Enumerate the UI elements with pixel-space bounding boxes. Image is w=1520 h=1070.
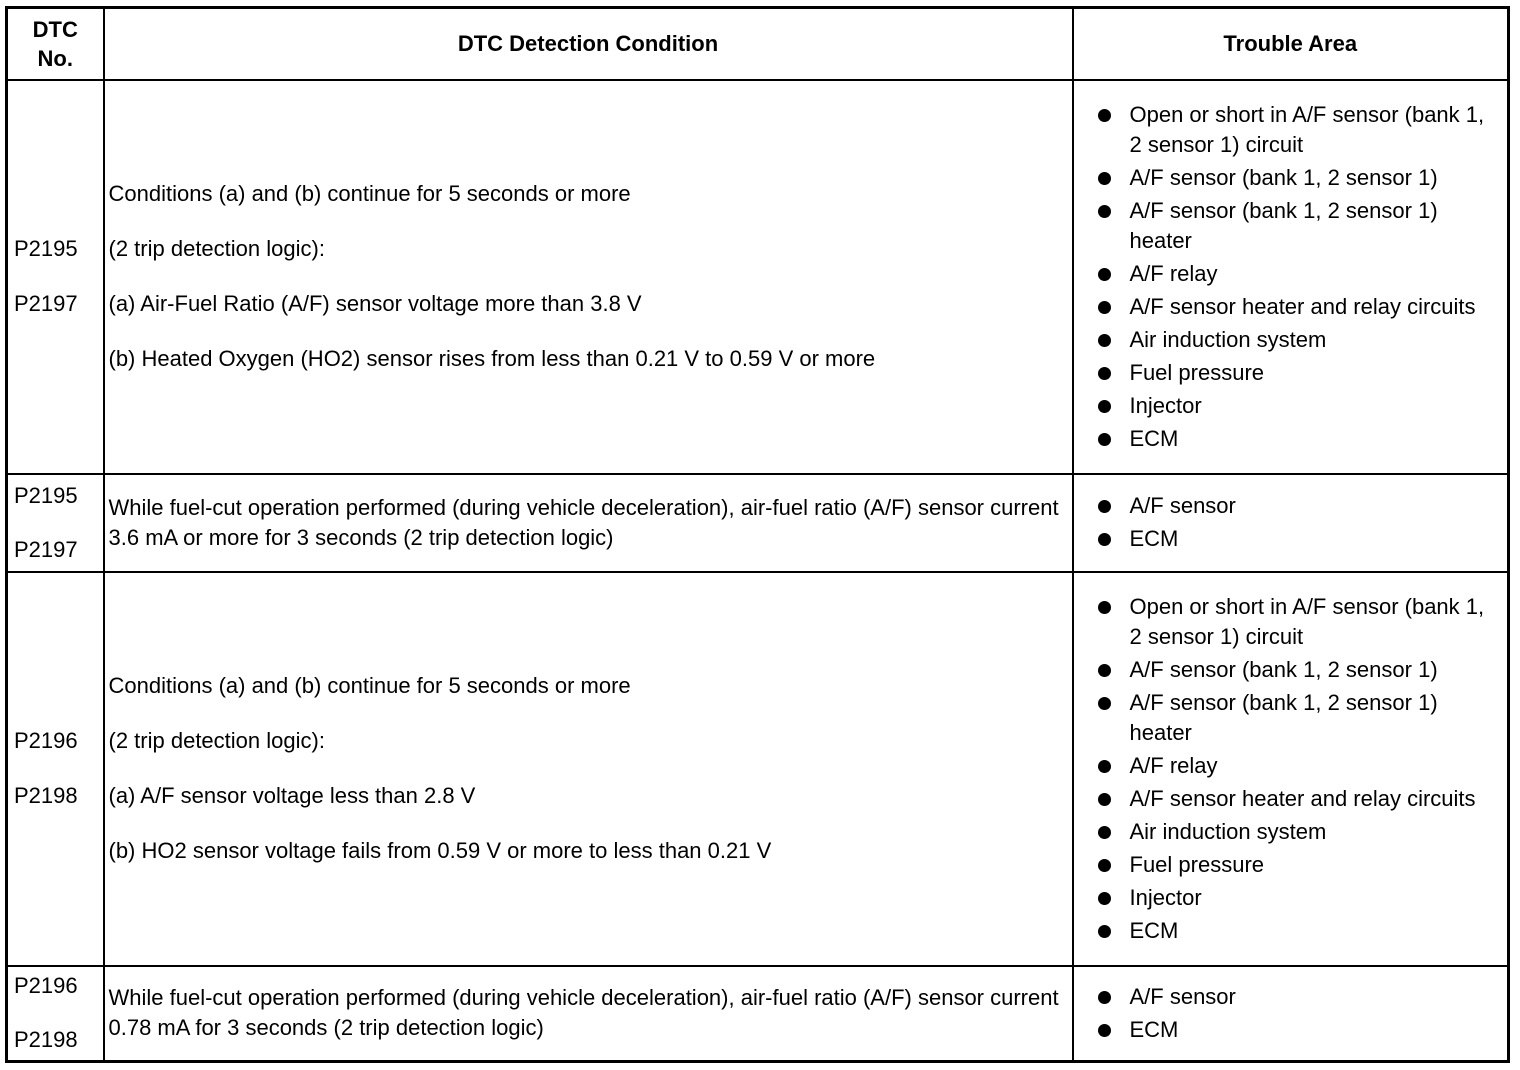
trouble-area-text: A/F sensor heater and relay circuits [1129, 785, 1476, 811]
trouble-area-text: Air induction system [1129, 818, 1327, 844]
trouble-area-text: Injector [1129, 392, 1202, 418]
bullet-icon [1098, 268, 1111, 281]
trouble-area-item [1096, 196, 1502, 256]
header-row [7, 8, 1509, 80]
detection-condition-text: (a) A/F sensor voltage less than 2.8 V [108, 783, 476, 808]
bullet-icon [1098, 697, 1111, 710]
bullet-icon [1098, 826, 1111, 839]
detection-condition-text: While fuel-cut operation performed (during vehicle deceleration), air-fuel ratio (A/F) sensor current 3.6 mA or more for 3 seconds (2 trip detection logic) [108, 494, 1059, 550]
bullet-icon [1098, 367, 1111, 380]
detection-condition-text: (a) Air-Fuel Ratio (A/F) sensor voltage more than 3.8 V [108, 291, 642, 316]
trouble-area-item [1096, 100, 1502, 160]
bullet-icon [1098, 334, 1111, 347]
trouble-area-item [1096, 325, 1502, 355]
trouble-area-text: A/F sensor [1129, 983, 1236, 1009]
header-trouble-area: Trouble Area [1073, 8, 1509, 80]
trouble-area-text: Open or short in A/F sensor (bank 1, 2 sensor 1) circuit [1129, 101, 1485, 157]
trouble-area-list [1096, 982, 1502, 1045]
trouble-area-item [1096, 916, 1502, 946]
bullet-icon [1098, 664, 1111, 677]
detection-condition-text: Conditions (a) and (b) continue for 5 seconds or more [108, 181, 631, 206]
trouble-area-text: A/F sensor (bank 1, 2 sensor 1) [1129, 656, 1438, 682]
detection-condition-text: (2 trip detection logic): [108, 236, 325, 261]
trouble-area-text: Fuel pressure [1129, 851, 1265, 877]
trouble-area-item [1096, 524, 1502, 554]
dtc-code: P2196 [14, 973, 78, 999]
header-dtc-no-line1: DTC [32, 16, 78, 42]
bullet-icon [1098, 172, 1111, 185]
bullet-icon [1098, 205, 1111, 218]
trouble-area-text: A/F sensor (bank 1, 2 sensor 1) heater [1129, 689, 1438, 745]
trouble-area-text: ECM [1129, 526, 1179, 551]
trouble-area-item [1096, 850, 1502, 880]
detection-condition-cell [104, 572, 1073, 966]
detection-condition-cell [104, 966, 1073, 1062]
trouble-area-text: Open or short in A/F sensor (bank 1, 2 sensor 1) circuit [1129, 593, 1485, 649]
bullet-icon [1098, 793, 1111, 806]
trouble-area-text: ECM [1129, 1016, 1179, 1042]
trouble-area-item [1096, 259, 1502, 289]
trouble-area-cell [1073, 474, 1509, 572]
detection-condition-text: (b) HO2 sensor voltage fails from 0.59 V or more to less than 0.21 V [108, 838, 772, 863]
dtc-code: P2195 [14, 236, 78, 261]
dtc-code: P2196 [14, 728, 78, 753]
dtc-code: P2195 [14, 482, 78, 508]
trouble-area-item [1096, 592, 1502, 652]
trouble-area-item [1096, 163, 1502, 193]
bullet-icon [1098, 892, 1111, 905]
bullet-icon [1098, 991, 1111, 1004]
trouble-area-text: Air induction system [1129, 326, 1327, 352]
trouble-area-cell [1073, 966, 1509, 1062]
trouble-area-list [1096, 592, 1502, 946]
dtc-code-cell [7, 966, 104, 1062]
bullet-icon [1098, 433, 1111, 446]
dtc-code-cell [7, 572, 104, 966]
bullet-icon [1098, 859, 1111, 872]
bullet-icon [1098, 760, 1111, 773]
bullet-icon [1098, 925, 1111, 938]
detection-condition-cell [104, 80, 1073, 474]
dtc-code: P2197 [14, 291, 78, 316]
trouble-area-item [1096, 1015, 1502, 1045]
detection-condition-text: While fuel-cut operation performed (during vehicle deceleration), air-fuel ratio (A/F) sensor current 0.78 mA for 3 seconds (2 trip detection logic) [108, 985, 1059, 1041]
trouble-area-item [1096, 688, 1502, 748]
trouble-area-text: Fuel pressure [1129, 359, 1265, 385]
bullet-icon [1098, 1024, 1111, 1037]
dtc-code: P2198 [14, 1027, 78, 1053]
bullet-icon [1098, 533, 1111, 546]
table-row [7, 572, 1509, 966]
bullet-icon [1098, 601, 1111, 614]
trouble-area-cell [1073, 572, 1509, 966]
trouble-area-item [1096, 784, 1502, 814]
dtc-code: P2197 [14, 536, 78, 562]
trouble-area-text: A/F sensor heater and relay circuits [1129, 293, 1476, 319]
trouble-area-item [1096, 982, 1502, 1012]
dtc-code-cell [7, 474, 104, 572]
bullet-icon [1098, 109, 1111, 122]
trouble-area-text: ECM [1129, 917, 1179, 943]
trouble-area-item [1096, 817, 1502, 847]
trouble-area-item [1096, 751, 1502, 781]
dtc-table [5, 6, 1510, 1063]
header-dtc-no [7, 8, 104, 80]
bullet-icon [1098, 301, 1111, 314]
trouble-area-text: ECM [1129, 425, 1179, 451]
trouble-area-text: A/F relay [1129, 752, 1218, 778]
dtc-code-cell [7, 80, 104, 474]
trouble-area-item [1096, 424, 1502, 454]
trouble-area-text: A/F relay [1129, 260, 1218, 286]
detection-condition-text: Conditions (a) and (b) continue for 5 seconds or more [108, 673, 631, 698]
detection-condition-cell [104, 474, 1073, 572]
trouble-area-cell [1073, 80, 1509, 474]
trouble-area-item [1096, 391, 1502, 421]
trouble-area-item [1096, 491, 1502, 521]
trouble-area-item [1096, 358, 1502, 388]
dtc-code: P2198 [14, 783, 78, 808]
trouble-area-text: A/F sensor (bank 1, 2 sensor 1) [1129, 164, 1438, 190]
trouble-area-list [1096, 491, 1502, 554]
trouble-area-item [1096, 292, 1502, 322]
table-row [7, 80, 1509, 474]
detection-condition-text: (b) Heated Oxygen (HO2) sensor rises from less than 0.21 V to 0.59 V or more [108, 346, 876, 371]
table-row [7, 966, 1509, 1062]
table-row [7, 474, 1509, 572]
trouble-area-text: A/F sensor [1129, 493, 1236, 518]
header-condition: DTC Detection Condition [104, 8, 1073, 80]
detection-condition-text: (2 trip detection logic): [108, 728, 325, 753]
bullet-icon [1098, 500, 1111, 513]
bullet-icon [1098, 400, 1111, 413]
trouble-area-text: A/F sensor (bank 1, 2 sensor 1) heater [1129, 197, 1438, 253]
trouble-area-item [1096, 883, 1502, 913]
trouble-area-list [1096, 100, 1502, 454]
trouble-area-text: Injector [1129, 884, 1202, 910]
trouble-area-item [1096, 655, 1502, 685]
header-dtc-no-line2: No. [37, 45, 73, 71]
